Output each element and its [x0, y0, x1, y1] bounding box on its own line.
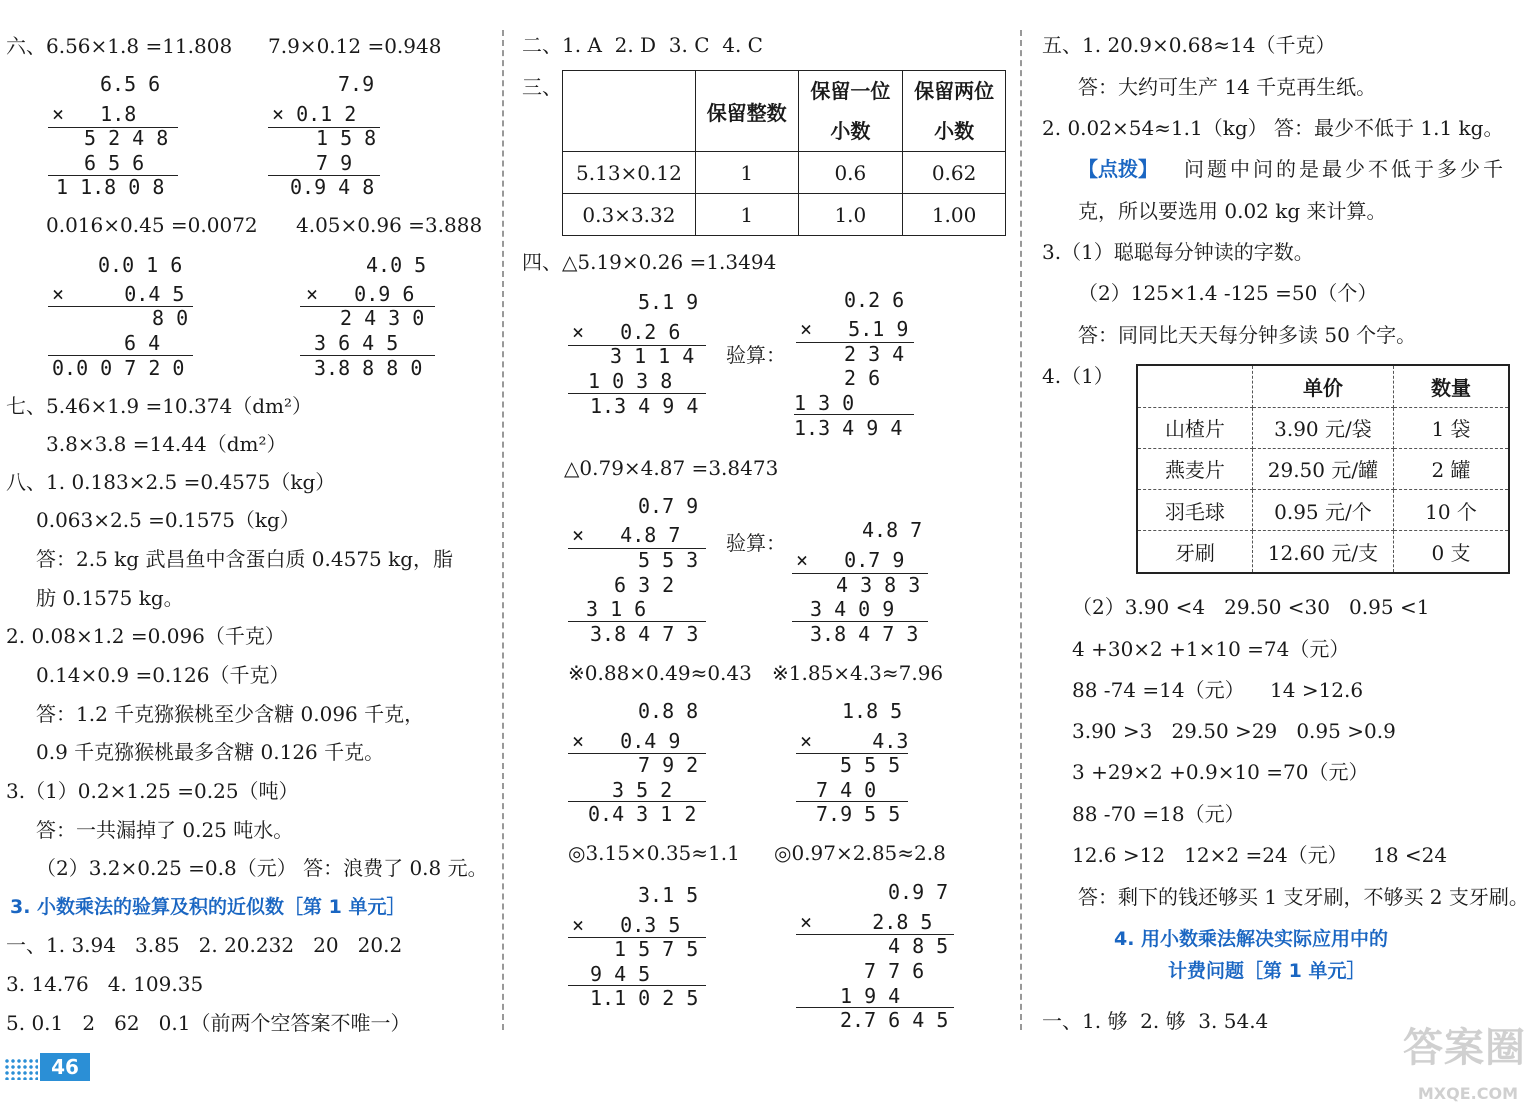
calc-line: 7 7 6 [864, 959, 925, 983]
table-cell: 0 支 [1394, 531, 1510, 573]
answer-line: 0.9 千克猕猴桃最多含糖 0.126 千克。 [36, 740, 385, 764]
table-cell: 1 袋 [1394, 407, 1510, 448]
table-cell: 0.62 [903, 152, 1006, 194]
calc-line: 1 3 0 [794, 391, 855, 415]
answer-line: 4 +30×2 +1×10 =74（元） [1072, 637, 1350, 661]
calc-line: 1.1 0 2 5 [590, 986, 699, 1010]
calc-line: 4.8 7 [862, 518, 923, 542]
calc-line: 2 4 3 0 [340, 306, 425, 330]
table-header [903, 71, 1006, 152]
calc-line: × 0.3 5 [572, 913, 681, 937]
calc-line: 5.1 9 [638, 290, 699, 314]
table-header-empty [563, 71, 696, 152]
calc-line: × 0.2 6 [572, 320, 681, 344]
calc-line: 0.7 9 [638, 494, 699, 518]
calc-line: × 4.3 [800, 729, 909, 753]
table-cell: 燕麦片 [1137, 448, 1252, 489]
answer-line: 12.6 >12 12×2 =24（元） 18 <24 [1072, 843, 1448, 867]
answer-line: 答：2.5 kg 武昌鱼中含蛋白质 0.4575 kg，脂 [36, 547, 454, 571]
calc-line: 3 1 1 4 [610, 344, 695, 368]
calc-line: 4 3 8 3 [836, 573, 921, 597]
column-divider [502, 30, 504, 1030]
rounding-table [562, 70, 1006, 236]
answer-line: 0.063×2.5 =0.1575（kg） [36, 508, 300, 532]
column-divider [1020, 30, 1022, 1030]
calc-line: 2 6 [844, 366, 881, 390]
table-cell: 1 [695, 194, 798, 236]
calc-line: 1 5 7 5 [614, 937, 699, 961]
calc-line: 4 8 5 [888, 934, 949, 958]
calc-line: 7.9 [338, 72, 375, 96]
problem-line: △0.79×4.87 =3.8473 [564, 456, 779, 480]
calc-line: 0.0 0 7 2 0 [52, 356, 185, 380]
table-cell: 29.50 元/罐 [1252, 448, 1393, 489]
calc-line: × 0.1 2 [272, 102, 357, 126]
answer-line: 答：一共漏掉了 0.25 吨水。 [36, 818, 294, 842]
problem-line: ◎0.97×2.85≈2.8 [774, 841, 946, 865]
calc-line: 0.9 7 [888, 880, 949, 904]
watermark-logo: 答案圈 [1403, 1025, 1526, 1071]
calc-line: 7.9 5 5 [816, 802, 901, 826]
header-line: 保留两位 [914, 79, 995, 103]
table-cell: 1.0 [798, 194, 903, 236]
answer-line: 一、1. 3.94 3.85 2. 20.232 20 20.2 [6, 933, 403, 957]
table-header: 数量 [1394, 365, 1510, 407]
header-line: 保留一位 [810, 79, 891, 103]
table-cell: 2 罐 [1394, 448, 1510, 489]
table-cell: 1.00 [903, 194, 1006, 236]
calc-line: × 0.7 9 [796, 548, 905, 572]
table-row [1137, 407, 1509, 448]
check-label: 验算： [726, 343, 786, 367]
calc-line: 5 5 5 [840, 753, 901, 777]
calc-line: 3 1 6 [586, 597, 647, 621]
calc-line: 6.5 6 [100, 72, 161, 96]
answer-line: 答：1.2 千克猕猴桃至少含糖 0.096 千克， [36, 702, 425, 726]
calc-line: 8 0 [152, 306, 189, 330]
section-heading: 3. 小数乘法的验算及积的近似数［第 1 单元］ [10, 896, 406, 918]
table-cell: 山楂片 [1137, 407, 1252, 448]
answer-line: 3.（1）聪聪每分钟读的字数。 [1042, 240, 1314, 264]
calc-line: 3 4 0 9 [810, 597, 895, 621]
calc-line: 7 9 [316, 151, 353, 175]
answer-line: （2）3.90 <4 29.50 <30 0.95 <1 [1072, 595, 1430, 619]
answer-line: 3.（1）0.2×1.25 =0.25（吨） [6, 779, 299, 803]
answer-line: 肪 0.1575 kg。 [36, 586, 184, 610]
calc-line: 0.9 4 8 [290, 175, 375, 199]
calc-line: 1.3 4 9 4 [794, 416, 903, 440]
table-header: 保留整数 [695, 71, 798, 152]
calc-line: 6 5 6 [84, 151, 145, 175]
calc-line: 7 4 0 [816, 778, 877, 802]
calc-line: 6 4 [124, 331, 161, 355]
middle-column [510, 0, 1015, 1050]
calc-line: 0.0 1 6 [98, 253, 183, 277]
table-cell: 牙刷 [1137, 531, 1252, 573]
answer-line: （2）3.2×0.25 =0.8（元） 答：浪费了 0.8 元。 [36, 856, 488, 880]
answer-eight: 八、1. 0.183×2.5 =0.4575（kg） [6, 470, 336, 494]
table-header [798, 71, 903, 152]
calc-line: 1 0 3 8 [588, 369, 673, 393]
calc-line: 9 4 5 [590, 962, 651, 986]
answer-line: 问题中问的是最少不低于多少千 [1184, 157, 1506, 181]
calc-line: 0.2 6 [844, 288, 905, 312]
table-cell: 0.95 元/个 [1252, 490, 1393, 531]
problem-line: ※0.88×0.49≈0.43 [568, 661, 752, 685]
calc-line: 3.1 5 [638, 883, 699, 907]
hint-label: 【点拨】 [1078, 157, 1158, 181]
table-row [563, 194, 1006, 236]
calc-line: 1 1.8 0 8 [56, 175, 165, 199]
answer-line: 答：剩下的钱还够买 1 支牙刷，不够买 2 支牙刷。 [1078, 885, 1529, 909]
calc-line: 1 5 8 [316, 126, 377, 150]
table-cell: 3.90 元/袋 [1252, 407, 1393, 448]
table-cell: 10 个 [1394, 490, 1510, 531]
answer-line: 3.90 >3 29.50 >29 0.95 >0.9 [1072, 719, 1396, 743]
table-row [563, 152, 1006, 194]
calc-line: 0.4 3 1 2 [588, 802, 697, 826]
left-column [0, 0, 495, 1050]
table-cell: 0.6 [798, 152, 903, 194]
calc-line: 1.8 5 [842, 699, 903, 723]
calc-line: 3 6 4 5 [314, 331, 399, 355]
calc-line: 1 9 4 [840, 984, 901, 1008]
section-heading: 4. 用小数乘法解决实际应用中的 [1114, 928, 1389, 950]
right-column [1028, 0, 1536, 1050]
table-row [1137, 448, 1509, 489]
calc-line: 3 5 2 [612, 778, 673, 802]
answer-line: （2）125×1.4 -125 =50（个） [1078, 281, 1378, 305]
answer-seven: 七、5.46×1.9 =10.374（dm²） [6, 394, 312, 418]
calc-line: × 0.4 9 [572, 729, 681, 753]
calc-line: × 1.8 [52, 102, 137, 126]
answer-five: 五、1. 20.9×0.68≈14（千克） [1042, 33, 1336, 57]
watermark-url: MXQE.COM [1417, 1084, 1518, 1103]
calc-line: × 0.9 6 [306, 282, 415, 306]
problem-line: 0.016×0.45 =0.0072 [46, 213, 258, 237]
answer-line: 答：大约可生产 14 千克再生纸。 [1078, 75, 1377, 99]
answer-four: 四、△5.19×0.26 =1.3494 [522, 250, 777, 274]
answer-line: 4.（1） [1042, 364, 1114, 388]
answer-line: 5. 0.1 2 62 0.1（前两个空答案不唯一） [6, 1011, 411, 1035]
answer-line: 3 +29×2 +0.9×10 =70（元） [1072, 760, 1369, 784]
answer-six: 六、6.56×1.8 =11.808 [6, 34, 233, 58]
calc-line: 5 5 3 [638, 548, 699, 572]
problem-line: ※1.85×4.3≈7.96 [772, 661, 944, 685]
answer-line: 答：同同比天天每分钟多读 50 个字。 [1078, 323, 1417, 347]
table-row [1137, 531, 1509, 573]
answer-line: 克，所以要选用 0.02 kg 来计算。 [1078, 199, 1387, 223]
header-line: 小数 [934, 119, 975, 143]
table-cell: 5.13×0.12 [563, 152, 696, 194]
table-cell: 12.60 元/支 [1252, 531, 1393, 573]
section-heading: 计费问题［第 1 单元］ [1168, 960, 1366, 982]
calc-line: 7 9 2 [638, 753, 699, 777]
table-cell: 羽毛球 [1137, 490, 1252, 531]
answer-line: 一、1. 够 2. 够 3. 54.4 [1042, 1009, 1269, 1033]
page-number: 46 [40, 1053, 90, 1081]
calc-line: 2.7 6 4 5 [840, 1008, 949, 1032]
calc-line: 3.8 4 7 3 [810, 622, 919, 646]
table-cell: 1 [695, 152, 798, 194]
table-cell: 0.3×3.32 [563, 194, 696, 236]
table-header: 单价 [1252, 365, 1393, 407]
answer-line: 2. 0.08×1.2 =0.096（千克） [6, 624, 285, 648]
table-header-empty [1137, 365, 1252, 407]
answer-line: 3.8×3.8 =14.44（dm²） [46, 432, 287, 456]
check-label: 验算： [726, 531, 786, 555]
calc-line: 6 3 2 [614, 573, 675, 597]
calc-line: 5 2 4 8 [84, 126, 169, 150]
calc-line: 0.8 8 [638, 699, 699, 723]
answer-line: 88 -70 =18（元） [1072, 802, 1245, 826]
answer-line: 0.14×0.9 =0.126（千克） [36, 663, 290, 687]
answer-line: 3. 14.76 4. 109.35 [6, 972, 204, 996]
calc-line: × 5.1 9 [800, 317, 909, 341]
answer-three: 三、 [522, 75, 562, 99]
problem-line: ◎3.15×0.35≈1.1 [568, 841, 740, 865]
calc-line: × 0.4 5 [52, 282, 185, 306]
answer-line: 88 -74 =14（元） 14 >12.6 [1072, 678, 1364, 702]
problem-line: 4.05×0.96 =3.888 [296, 213, 483, 237]
answer-six-b: 7.9×0.12 =0.948 [268, 34, 442, 58]
page-number-decoration [4, 1058, 38, 1080]
price-table [1136, 364, 1510, 574]
answer-line: 2. 0.02×54≈1.1（kg） 答：最少不低于 1.1 kg。 [1042, 116, 1504, 140]
calc-line: × 2.8 5 [800, 910, 933, 934]
calc-line: × 4.8 7 [572, 523, 681, 547]
calc-line: 2 3 4 [844, 342, 905, 366]
calc-rule [794, 414, 914, 415]
calc-line: 3.8 4 7 3 [590, 622, 699, 646]
calc-line: 3.8 8 8 0 [314, 356, 423, 380]
calc-line: 1.3 4 9 4 [590, 394, 699, 418]
table-row [1137, 490, 1509, 531]
header-line: 小数 [830, 119, 871, 143]
calc-line: 4.0 5 [366, 253, 427, 277]
answer-two: 二、1. A 2. D 3. C 4. C [522, 33, 763, 57]
